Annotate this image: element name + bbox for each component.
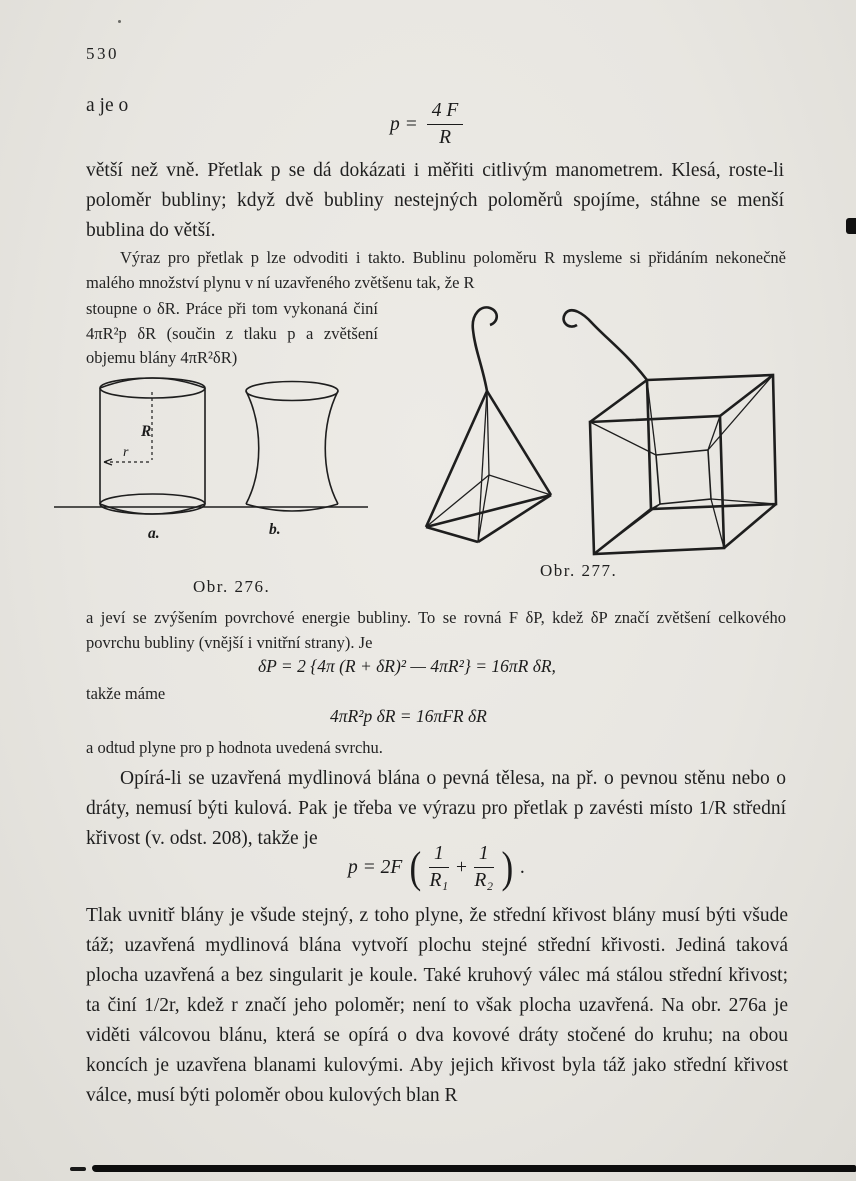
plus-sign: + (454, 856, 468, 878)
right-waist-curve (325, 391, 338, 504)
film-edge (708, 375, 773, 450)
paragraph-conclusion: a odtud plyne pro p hodnota uvedená svrchu. (86, 738, 383, 757)
formula-pressure (390, 100, 463, 150)
formula-mean-curvature (348, 843, 525, 893)
label-R: R (141, 423, 152, 440)
figure-276-caption: Obr. 276. (193, 577, 271, 596)
fraction-denominator: R₁ (429, 870, 449, 892)
formula-mean-lead: p = 2F (348, 856, 403, 878)
scan-edge-artifact-small (70, 1167, 86, 1171)
formula-work-equality: 4πR²p δR = 16πFR δR (330, 706, 487, 726)
bottom-spherical-cap (100, 504, 205, 514)
figure-277-tetrahedron-frame (426, 307, 551, 542)
figure-277-cube-frame (564, 310, 776, 554)
film-edge (711, 499, 776, 504)
paragraph-opira: Opírá-li se uzavřená mydlinová blána o pevná tělesa, na př. o pevnou stěnu nebo o dráty, nemusí býti kulová. Pak je třeba ve výrazu pro přetlak p zavésti místo 1/R střední křivost (v. odst. 208), takže je (86, 768, 786, 849)
takze-mame-text: takže máme (86, 684, 166, 703)
label-b: b. (269, 521, 281, 538)
paragraph-energy: a jeví se zvýšením povrchové energie bubliny. To se rovná F δP, kdež δP značí zvětšení celkového povrchu bubliny (vnější i vnitřní strany). Je (86, 608, 786, 652)
fraction-denominator: R₂ (474, 870, 494, 892)
scan-speck (118, 20, 121, 23)
figures-illustration (40, 292, 820, 564)
hanger-hook (564, 310, 647, 380)
film-edge (590, 422, 656, 455)
film-edge (708, 416, 720, 450)
top-ring (246, 382, 338, 401)
paragraph-petit-derivation: Výraz pro přetlak p lze odvoditi i takto. Bublinu poloměru R mysleme si přidáním nekonečně malého množství plynu v ní uzavřeného zvětšenu tak, že R (86, 248, 786, 292)
film-edge (594, 504, 660, 554)
hanger-hook (473, 307, 497, 391)
page-number: 530 (86, 44, 119, 63)
left-waist-curve (246, 391, 259, 504)
paragraph-petit-derivation-cont: stoupne o δR. Práce při tom vykonaná činí 4πR²p δR (součin z tlaku p a zvětšení objemu blány 4πR²δR) (86, 299, 378, 367)
lead-text: a je o (86, 95, 129, 116)
figure-276a-cylinder-film (100, 378, 205, 514)
paragraph-tlak: Tlak uvnitř blány je všude stejný, z toho plyne, že střední křivost blány musí býti všude táž; uzavřená mydlinová blána vytvoří plochu stejné střední křivosti. Jediná taková plocha uzavřená a bez singularit je koule. Také kruhový válec má stálou střední křivost; ta činí 1/2r, kdež r značí jeho poloměr; není to však plocha uzavřená. Na obr. 276a je viděti válcovou blánu, která se opírá o dva kovové dráty stočené do kruhu; na obou koncích je uzavřena blanami kulovými. Aby jejich křivost byla táž jako střední křivost válce, musí býti poloměr obou kulových blan R (86, 905, 788, 1106)
fraction-1-over-R1 (429, 843, 449, 893)
right-parenthesis: ) (501, 842, 513, 892)
fraction-1-over-R2 (474, 843, 494, 893)
paragraph-pressure-proof: větší než vně. Přetlak p se dá dokázati i měřiti citlivým manometrem. Klesá, roste-li poloměr bubliny; když dvě bubliny nestejných poloměrů spojíme, stáhne se menší bublina do větší. (86, 160, 784, 241)
formula-surface-increase: δP = 2 {4π (R + δR)² — 4πR²} = 16πR δR, (258, 656, 556, 676)
figure-276b-catenoid-film (246, 382, 338, 512)
scan-edge-artifact (92, 1165, 856, 1172)
central-film-square (656, 450, 711, 504)
fraction-numerator: 4 F (427, 100, 464, 125)
formula-end-period: . (520, 856, 526, 878)
label-a: a. (148, 525, 160, 542)
film-edge (487, 391, 489, 475)
bottom-ring (100, 494, 205, 514)
fraction-denominator: R (439, 127, 452, 149)
formula-pressure-lhs: p = (390, 113, 418, 135)
formula-pressure-fraction (427, 100, 464, 150)
figure-277-caption: Obr. 277. (540, 561, 618, 580)
fraction-numerator: 1 (474, 843, 494, 868)
fraction-numerator: 1 (429, 843, 449, 868)
left-parenthesis: ( (409, 842, 422, 892)
scan-edge-tick (846, 218, 856, 234)
label-r: r (123, 445, 129, 460)
top-spherical-cap (100, 378, 205, 388)
